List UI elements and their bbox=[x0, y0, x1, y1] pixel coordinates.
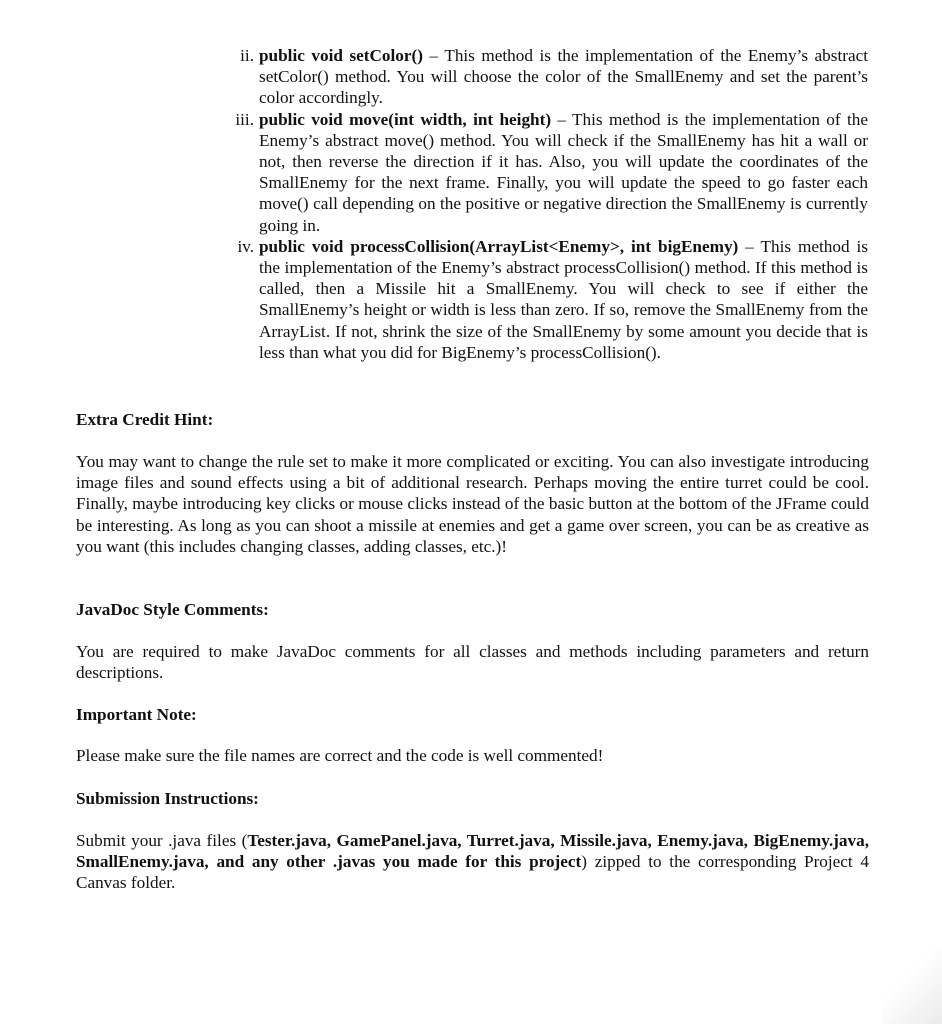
method-list bbox=[0, 45, 942, 363]
method-description: – This method is the implementation of the Enemy’s abstract processCollision() method. If this method is called, then a Missile hit a SmallEnemy. You will check to see if either the SmallEnemy’s height or width is less than zero. If so, remove the SmallEnemy from the ArrayList. If not, shrink the size of the SmallEnemy by some amount you decide that is less than what you did for BigEnemy’s processCollision(). bbox=[259, 236, 868, 362]
list-number: ii. bbox=[240, 46, 254, 65]
extra-credit-body: You may want to change the rule set to make it more complicated or exciting. You can also investigate introducing image files and sound effects using a bit of additional research. Perhaps moving the entire turret could be cool. Finally, maybe introducing key clicks or mouse clicks instead of the basic button at the bottom of the JFrame could be interesting. As long as you can shoot a missile at enemies and get a game over screen, you can be as creative as you want (this includes changing classes, adding classes, etc.)! bbox=[76, 452, 869, 556]
important-body: Please make sure the file names are correct and the code is well commented! bbox=[76, 746, 604, 765]
method-signature: public void move(int width, int height) bbox=[259, 109, 552, 129]
page-corner-shadow bbox=[882, 944, 942, 1024]
list-number: iii. bbox=[235, 109, 254, 129]
javadoc-body: You are required to make JavaDoc comments for all classes and methods including parameters and return descriptions. bbox=[76, 642, 869, 683]
method-item-setcolor bbox=[240, 45, 868, 109]
method-signature: public void processCollision(ArrayList<Enemy>, int bigEnemy) bbox=[259, 236, 739, 256]
submission-text-end: ) zipped to the corresponding Project 4 Canvas folder. bbox=[76, 852, 870, 893]
method-signature: public void setColor() bbox=[259, 46, 423, 65]
submission-body bbox=[76, 830, 869, 894]
submission-file-list: Tester.java, GamePanel.java, Turret.java, Missile.java, Enemy.java, BigEnemy.java, SmallEnemy.java, and any other .javas you made for this project bbox=[76, 831, 869, 872]
important-heading: Important Note: bbox=[76, 705, 197, 724]
method-item-processcollision bbox=[237, 236, 868, 363]
method-description: – This method is the implementation of the Enemy’s abstract move() method. You will check if the SmallEnemy has hit a wall or not, then reverse the direction if it has. Also, you will update the coordinates of the SmallEnemy for the next frame. Finally, you will update the speed to go faster each move() call depending on the positive or negative direction the SmallEnemy is currently going in. bbox=[259, 109, 868, 235]
submission-text-start: Submit your .java files ( bbox=[76, 831, 248, 850]
method-description: – This method is the implementation of the Enemy’s abstract setColor() method. You will choose the color of the SmallEnemy and set the parent’s color accordingly. bbox=[259, 46, 868, 108]
method-item-move bbox=[235, 109, 868, 236]
list-number: iv. bbox=[237, 236, 254, 256]
submission-heading: Submission Instructions: bbox=[76, 789, 259, 808]
extra-credit-heading: Extra Credit Hint: bbox=[76, 410, 214, 429]
javadoc-heading: JavaDoc Style Comments: bbox=[76, 600, 269, 619]
